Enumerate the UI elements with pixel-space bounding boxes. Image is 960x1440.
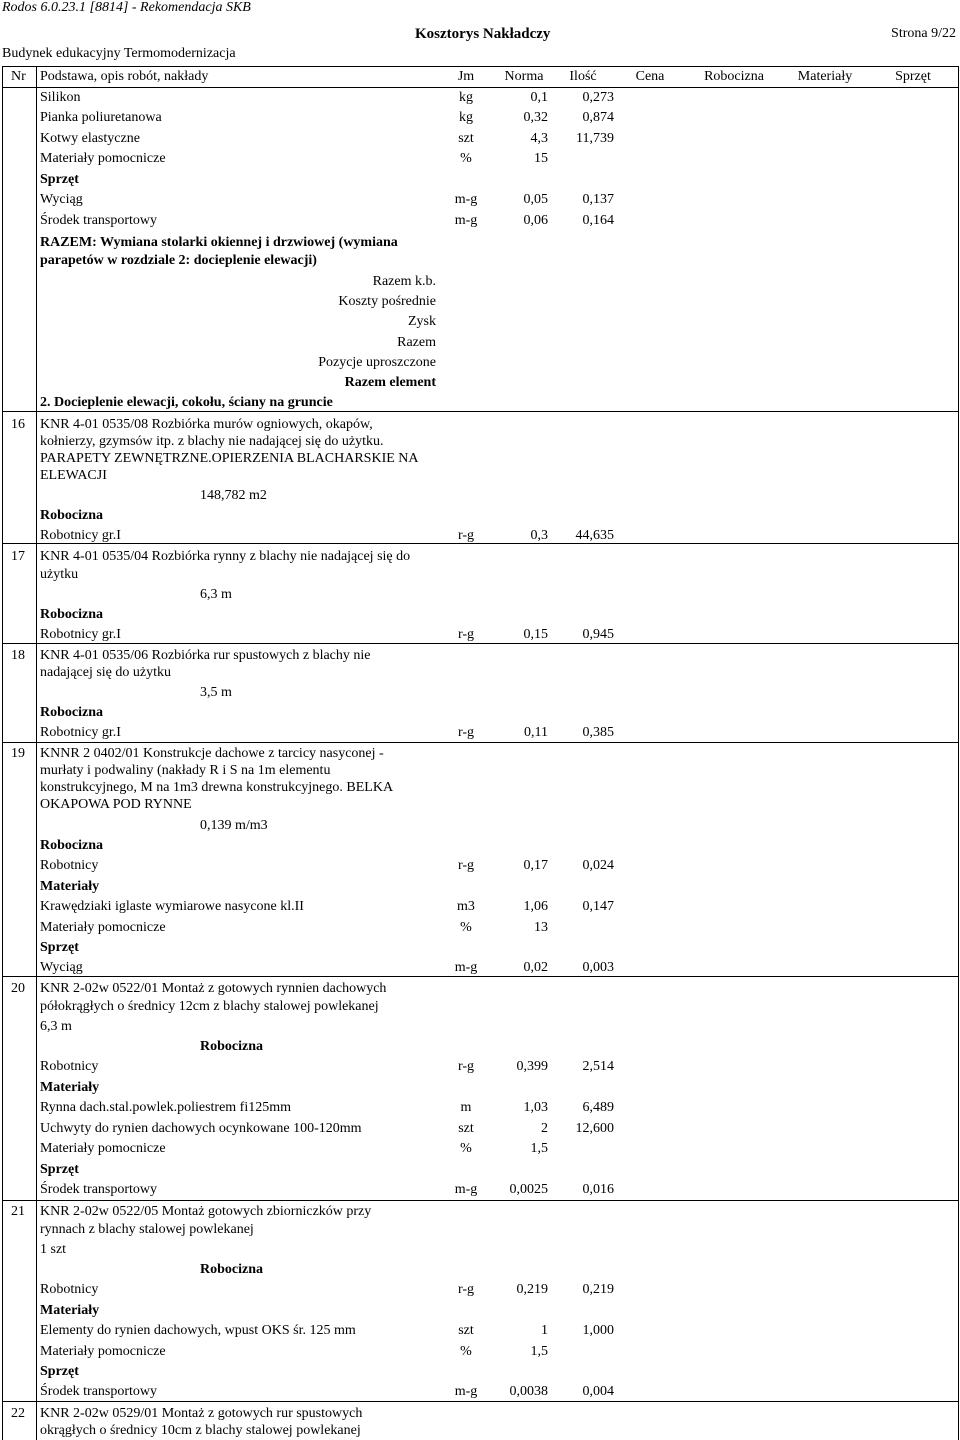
row-unit: % (460, 151, 472, 166)
row-description: 6,3 m (40, 1019, 72, 1034)
row-description: Materiały (40, 1080, 100, 1095)
row-description: półokrągłych o średnicy 12cm z blachy stalowej powlekanej (40, 999, 379, 1014)
row-norm: 13 (534, 920, 548, 935)
row-description: nadającej się do użytku (40, 665, 172, 680)
row-description: 0,139 m/m3 (200, 818, 268, 833)
summary-label: Koszty pośrednie (338, 294, 436, 309)
row-unit: m-g (454, 213, 478, 228)
row-unit: r-g (457, 858, 475, 873)
row-description: Robotnicy gr.I (40, 627, 121, 642)
row-norm: 0,32 (523, 110, 548, 125)
row-description: ELEWACJI (40, 468, 107, 483)
col-cena: Cena (635, 69, 665, 84)
col-nr: Nr (11, 69, 26, 84)
row-quantity: 0,164 (582, 213, 614, 228)
row-norm: 1,5 (530, 1344, 548, 1359)
row-description: 148,782 m2 (200, 488, 267, 503)
row-unit: szt (458, 1121, 474, 1136)
row-unit: r-g (457, 725, 475, 740)
col-materialy: Materiały (797, 69, 853, 84)
row-quantity: 0,945 (582, 627, 614, 642)
item-separator (2, 643, 958, 644)
header-bottom-rule (2, 87, 958, 88)
item-separator (2, 742, 958, 743)
project-name: Budynek edukacyjny Termomodernizacja (2, 46, 236, 61)
summary-label: Zysk (408, 314, 436, 329)
row-description: PARAPETY ZEWNĘTRZNE.OPIERZENIA BLACHARSKIE NA (40, 451, 419, 466)
row-quantity: 0,219 (582, 1282, 614, 1297)
item-number: 22 (11, 1406, 25, 1421)
row-unit: m3 (457, 899, 475, 914)
row-quantity: 1,000 (582, 1323, 614, 1338)
item-number: 18 (11, 648, 25, 663)
item-separator (2, 1200, 958, 1201)
row-norm: 1,06 (523, 899, 548, 914)
row-description: Rynna dach.stal.powlek.poliestrem fi125mm (40, 1100, 292, 1115)
row-quantity: 44,635 (575, 528, 614, 543)
row-quantity: 0,024 (582, 858, 614, 873)
row-description: Sprzęt (40, 172, 79, 187)
row-description: KNR 2-02w 0522/01 Montaż z gotowych rynnien dachowych (40, 981, 387, 996)
row-description: Robotnicy gr.I (40, 528, 121, 543)
row-unit: r-g (457, 627, 475, 642)
row-quantity: 6,489 (582, 1100, 614, 1115)
item-separator (2, 976, 958, 977)
item-number: 16 (11, 417, 25, 432)
row-norm: 2 (541, 1121, 548, 1136)
row-unit: m-g (454, 1182, 478, 1197)
row-description: murłaty i podwaliny (nakłady R i S na 1m elementu (40, 763, 331, 778)
col-ilosc: Ilość (569, 69, 597, 84)
row-description: Sprzęt (40, 940, 79, 955)
row-unit: m-g (454, 960, 478, 975)
row-description: Robotnicy (40, 1282, 99, 1297)
col-jm: Jm (457, 69, 475, 84)
nr-column-rule (36, 66, 37, 1440)
row-description: okrągłych o średnicy 10cm z blachy stalowej powlekanej (40, 1423, 361, 1438)
row-description: konstrukcyjnego, M na 1m3 drewna konstrukcyjnego. BELKA (40, 780, 394, 795)
summary-label: Razem element (344, 375, 436, 390)
row-quantity: 0,004 (582, 1384, 614, 1399)
row-norm: 0,05 (523, 192, 548, 207)
row-norm: 0,11 (524, 725, 548, 740)
row-description: Robocizna (200, 1262, 263, 1277)
row-description: Materiały (40, 1303, 100, 1318)
row-description: Robotnicy (40, 1059, 99, 1074)
row-quantity: 0,147 (582, 899, 614, 914)
row-unit: m-g (454, 1384, 478, 1399)
row-norm: 0,0025 (509, 1182, 548, 1197)
row-description: rynnach z blachy stalowej powlekanej (40, 1222, 254, 1237)
row-norm: 0,3 (530, 528, 548, 543)
row-description: użytku (40, 567, 79, 582)
row-unit: % (460, 1141, 472, 1156)
row-description: Materiały pomocnicze (40, 920, 166, 935)
row-unit: % (460, 920, 472, 935)
row-description: Sprzęt (40, 1364, 79, 1379)
row-description: Pianka poliuretanowa (40, 110, 162, 125)
row-description: Materiały pomocnicze (40, 1141, 166, 1156)
row-description: Kotwy elastyczne (40, 131, 140, 146)
row-unit: r-g (457, 528, 475, 543)
row-description: KNR 2-02w 0529/01 Montaż z gotowych rur spustowych (40, 1406, 363, 1421)
row-norm: 0,15 (523, 627, 548, 642)
row-norm: 1,03 (523, 1100, 548, 1115)
row-description: Robotnicy gr.I (40, 725, 121, 740)
row-description: Materiały (40, 879, 100, 894)
row-description: Elementy do rynien dachowych, wpust OKS śr. 125 mm (40, 1323, 356, 1338)
row-unit: r-g (457, 1282, 475, 1297)
row-quantity: 2,514 (582, 1059, 614, 1074)
row-quantity: 0,385 (582, 725, 614, 740)
row-norm: 0,02 (523, 960, 548, 975)
row-description: Materiały pomocnicze (40, 151, 166, 166)
item-number: 19 (11, 746, 25, 761)
row-unit: m-g (454, 192, 478, 207)
row-description: Sprzęt (40, 1162, 79, 1177)
row-norm: 15 (534, 151, 548, 166)
row-description: KNR 4-01 0535/06 Rozbiórka rur spustowych z blachy nie (40, 648, 371, 663)
row-description: OKAPOWA POD RYNNE (40, 797, 192, 812)
row-description: Robocizna (40, 705, 103, 720)
row-unit: r-g (457, 1059, 475, 1074)
row-description: Środek transportowy (40, 1182, 158, 1197)
row-description: Wyciąg (40, 192, 83, 207)
row-norm: 0,17 (523, 858, 548, 873)
summary-label: Pozycje uproszczone (318, 355, 436, 370)
row-norm: 1,5 (530, 1141, 548, 1156)
item-number: 20 (11, 981, 25, 996)
row-description: parapetów w rozdziale 2: docieplenie elewacji) (40, 253, 317, 268)
row-description: KNR 2-02w 0522/05 Montaż gotowych zbiorniczków przy (40, 1204, 372, 1219)
row-description: KNR 4-01 0535/08 Rozbiórka murów ogniowych, okapów, (40, 417, 373, 432)
table-right-border (958, 66, 959, 1440)
row-description: 3,5 m (200, 685, 232, 700)
row-quantity: 0,137 (582, 192, 614, 207)
row-norm: 0,1 (530, 90, 548, 105)
row-description: 6,3 m (200, 587, 232, 602)
col-desc: Podstawa, opis robót, nakłady (40, 69, 209, 84)
row-quantity: 12,600 (575, 1121, 614, 1136)
row-norm: 4,3 (530, 131, 548, 146)
row-description: Uchwyty do rynien dachowych ocynkowane 100-120mm (40, 1121, 362, 1136)
row-description: Środek transportowy (40, 213, 158, 228)
document-title: Kosztorys Nakładczy (415, 26, 551, 42)
row-description: 1 szt (40, 1242, 67, 1257)
item-number: 21 (11, 1204, 25, 1219)
row-norm: 1 (541, 1323, 548, 1338)
row-unit: szt (458, 131, 474, 146)
summary-label: Razem (397, 335, 436, 350)
header-top-rule (2, 66, 958, 67)
row-description: Robocizna (40, 607, 103, 622)
item-separator (2, 1401, 958, 1402)
row-description: KNNR 2 0402/01 Konstrukcje dachowe z tarcicy nasyconej - (40, 746, 384, 761)
col-sprzet: Sprzęt (895, 69, 931, 84)
row-unit: m (460, 1100, 472, 1115)
row-unit: szt (458, 1323, 474, 1338)
col-norma: Norma (504, 69, 544, 84)
row-description: Silikon (40, 90, 81, 105)
summary-label: Razem k.b. (372, 274, 436, 289)
row-description: Robotnicy (40, 858, 99, 873)
row-quantity: 0,016 (582, 1182, 614, 1197)
row-description: Robocizna (40, 838, 103, 853)
row-description: Środek transportowy (40, 1384, 158, 1399)
table-left-border (2, 66, 3, 1440)
row-unit: % (460, 1344, 472, 1359)
col-robocizna: Robocizna (704, 69, 764, 84)
item-separator (2, 411, 958, 412)
row-description: Robocizna (40, 508, 103, 523)
row-quantity: 11,739 (576, 131, 614, 146)
row-norm: 0,0038 (509, 1384, 548, 1399)
row-unit: kg (459, 110, 473, 125)
row-description: Robocizna (200, 1039, 263, 1054)
row-quantity: 0,874 (582, 110, 614, 125)
row-description: kołnierzy, gzymsów itp. z blachy nie nadającej się do użytku. (40, 434, 384, 449)
page-number: Strona 9/22 (891, 26, 956, 41)
row-description: Krawędziaki iglaste wymiarowe nasycone kl.II (40, 899, 304, 914)
row-norm: 0,219 (516, 1282, 548, 1297)
item-number: 17 (11, 549, 25, 564)
row-description: KNR 4-01 0535/04 Rozbiórka rynny z blachy nie nadającej się do (40, 549, 411, 564)
row-norm: 0,399 (516, 1059, 548, 1074)
row-norm: 0,06 (523, 213, 548, 228)
app-version: Rodos 6.0.23.1 [8814] - Rekomendacja SKB (2, 0, 251, 15)
row-description: RAZEM: Wymiana stolarki okiennej i drzwiowej (wymiana (40, 235, 398, 250)
row-description: 2. Docieplenie elewacji, cokołu, ściany na gruncie (40, 395, 333, 410)
row-description: Wyciąg (40, 960, 83, 975)
row-quantity: 0,003 (582, 960, 614, 975)
row-quantity: 0,273 (582, 90, 614, 105)
row-unit: kg (459, 90, 473, 105)
row-description: Materiały pomocnicze (40, 1344, 166, 1359)
